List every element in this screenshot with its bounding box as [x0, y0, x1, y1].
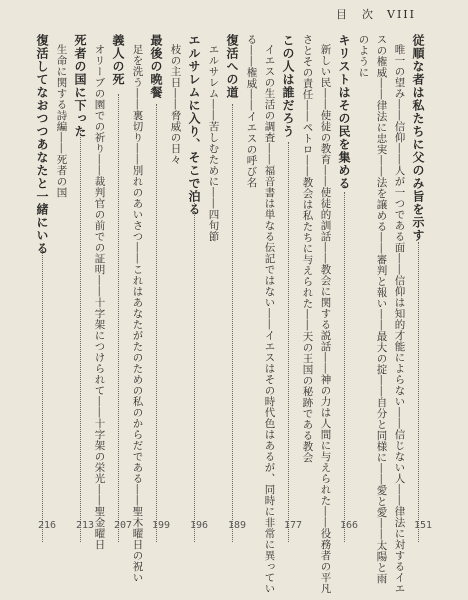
- page-number: 166: [340, 520, 359, 531]
- toc-chapter: 死者の国に下った: [73, 34, 87, 138]
- toc-entry: 枝の主日――脅威の日々: [169, 44, 182, 165]
- toc-chapter: 復活への道: [225, 34, 239, 99]
- page-number: 207: [114, 520, 133, 531]
- toc-entry: 足を洗う――裏切り――別れのあいさつ――これはあなたがたのための私のからだである――聖木曜日の祝い: [131, 44, 144, 583]
- toc-entry: 生命に関する詩編――死者の国: [55, 44, 68, 198]
- leader-dots: [344, 192, 353, 542]
- leader-dots: [42, 244, 51, 542]
- page-number: 189: [228, 520, 247, 531]
- table-of-contents: [30, 34, 433, 594]
- page-number: 213: [76, 520, 95, 531]
- leader-dots: [118, 94, 127, 542]
- leader-dots: [156, 104, 165, 542]
- leader-dots: [418, 242, 427, 542]
- leader-dots: [288, 142, 297, 542]
- page-number: 196: [190, 520, 209, 531]
- toc-entry: 唯一の望み――信仰――人が一つである面――信仰は知的才能によらない――信じない人――律法に対するイエ: [393, 44, 406, 594]
- page-header: [336, 6, 416, 22]
- toc-entry: イエスの生活の調査――福音書は単なる伝記ではない――イエスはその時代色はあるが、同時に非常に異ってい: [263, 44, 276, 594]
- toc-chapter: 義人の死: [111, 34, 125, 86]
- page-number: 199: [152, 520, 171, 531]
- toc-chapter: 復活してなおつつあなたと一緒にいる: [35, 34, 49, 255]
- toc-chapter: キリストはその民を集める: [337, 34, 351, 190]
- header-title: 目 次: [336, 8, 376, 21]
- toc-entry: オリーブの園での祈り――裁判官の前での証明――十字架につけられて――十字架の栄光――聖金曜日: [93, 44, 106, 550]
- toc-entry: エルサレム――苦しむために――四旬節: [207, 44, 220, 242]
- leader-dots: [232, 104, 241, 542]
- header-page-number: VIII: [387, 8, 416, 21]
- toc-chapter: エルサレムに入り、そこで泊る: [187, 34, 201, 216]
- toc-chapter: 最後の晩餐: [149, 34, 163, 99]
- page-number: 151: [414, 520, 433, 531]
- toc-chapter: この人は誰だろう: [281, 34, 295, 138]
- toc-entry: スの権威――律法に忠実――法を譲める――審判と報い――最大の掟――自分と同様に――愛と愛――太陽と雨: [375, 34, 388, 584]
- page-number: 216: [38, 520, 57, 531]
- toc-entry: る――権威――イエスの呼び名: [245, 34, 258, 188]
- leader-dots: [194, 200, 203, 542]
- toc-entry: さとその責任――ペトロ――教会は私たちに与えられた――天の王国の秘跡である教会: [301, 34, 314, 463]
- toc-entry: のように: [357, 34, 370, 78]
- page-number: 177: [284, 520, 303, 531]
- toc-entry: 新しい民――使徒の教育――使徒的訓話――教会に関する説話――神の力は人間に与えられた――役務者の平凡: [319, 44, 332, 594]
- toc-chapter: 従順な者は私たちに父のみ旨を示す: [411, 34, 425, 242]
- leader-dots: [80, 130, 89, 542]
